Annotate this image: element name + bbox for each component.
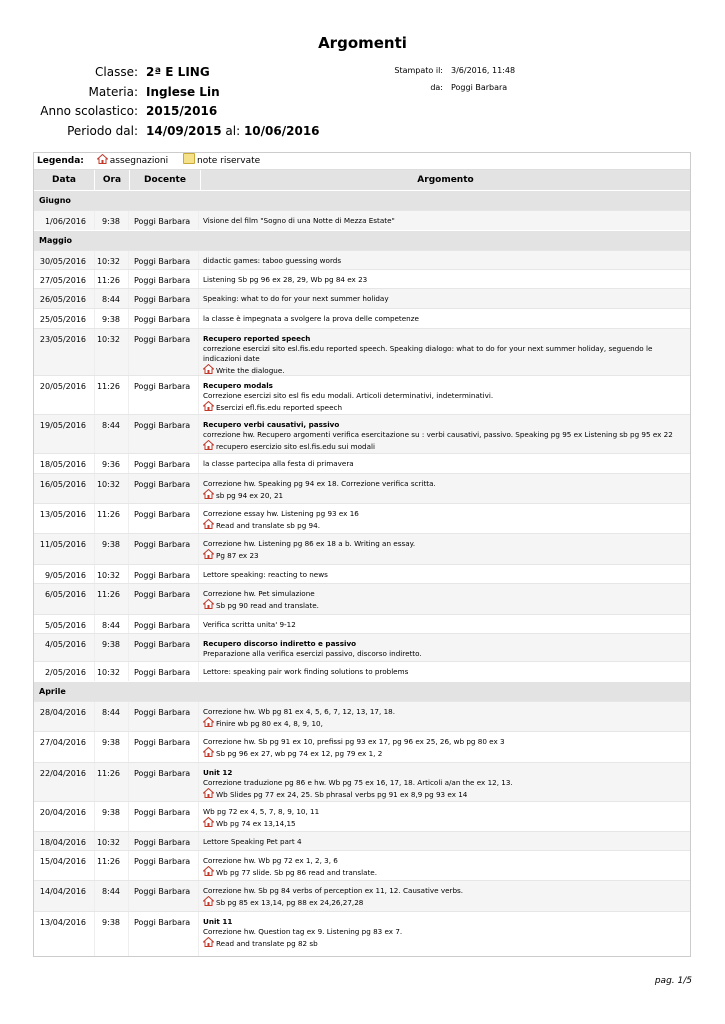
- topic-title: Recupero verbi causativi, passivo: [203, 420, 340, 429]
- row-teacher: Poggi Barbara: [128, 615, 198, 633]
- row-teacher: Poggi Barbara: [128, 634, 198, 661]
- row-time: 11:26: [94, 270, 128, 288]
- topic-line: Correzione hw. Pet simulazione: [203, 589, 315, 598]
- table-row: [34, 831, 690, 850]
- topic-line: Visione del film "Sogno di una Notte di Mezza Estate": [203, 216, 395, 225]
- topic-line: Wb pg 72 ex 4, 5, 7, 8, 9, 10, 11: [203, 807, 320, 816]
- topic-title: Recupero discorso indiretto e passivo: [203, 639, 357, 648]
- topic-line: Lettore speaking: reacting to news: [203, 570, 328, 579]
- row-time: 8:44: [94, 415, 128, 453]
- row-topic: [198, 634, 690, 661]
- topic-line: Listening Sb pg 96 ex 28, 29, Wb pg 84 ex 23: [203, 275, 368, 284]
- table-row: [34, 661, 690, 681]
- row-teacher: Poggi Barbara: [128, 251, 198, 269]
- topic-line: Correzione essay hw. Listening pg 93 ex 16: [203, 509, 359, 518]
- row-topic: [198, 732, 690, 762]
- table-row: [34, 473, 690, 503]
- topic-line: correzione hw. Recupero argomenti verifica esercitazione su : verbi causativi, passivo. Speaking pg 95 ex Listening sb pg 95 ex 22: [203, 430, 673, 439]
- home-icon: [203, 717, 214, 727]
- row-date: 22/04/2016: [39, 769, 86, 778]
- table-row: [34, 453, 690, 473]
- row-time: 11:26: [94, 376, 128, 414]
- row-topic: [198, 615, 690, 633]
- row-time: 9:38: [94, 534, 128, 564]
- row-teacher: Poggi Barbara: [128, 474, 198, 503]
- row-topic: [198, 329, 690, 375]
- row-date: 23/05/2016: [39, 335, 86, 344]
- row-date: 16/05/2016: [39, 480, 86, 489]
- row-date: 26/05/2016: [39, 295, 86, 304]
- assignment: Sb pg 96 ex 27, wb pg 74 ex 12, pg 79 ex 1, 2: [203, 747, 690, 759]
- home-icon: [203, 937, 214, 947]
- topic-line: indicazioni date: [203, 354, 260, 363]
- row-teacher: Poggi Barbara: [128, 802, 198, 831]
- page-title: Argomenti: [318, 34, 407, 52]
- row-topic: [198, 309, 690, 328]
- row-teacher: Poggi Barbara: [128, 504, 198, 533]
- info-materia: Materia: Inglese Lin: [88, 84, 220, 99]
- row-teacher: Poggi Barbara: [128, 732, 198, 762]
- home-icon: [203, 519, 214, 529]
- row-teacher: Poggi Barbara: [128, 376, 198, 414]
- row-topic: [198, 763, 690, 801]
- info-periodo: Periodo dal: 14/09/2015 al: 10/06/2016: [67, 123, 320, 138]
- row-topic: [198, 415, 690, 453]
- row-teacher: Poggi Barbara: [128, 763, 198, 801]
- table-row: [34, 414, 690, 453]
- row-date: 18/05/2016: [39, 460, 86, 469]
- topic-line: Verifica scritta unita' 9-12: [203, 620, 296, 629]
- row-time: 8:44: [94, 289, 128, 308]
- assignment: Read and translate sb pg 94.: [203, 519, 690, 531]
- info-classe: Classe: 2ª E LING: [95, 65, 210, 79]
- table-row: [34, 533, 690, 564]
- table-body: [34, 190, 690, 956]
- assignment: Sb pg 90 read and translate.: [203, 599, 690, 611]
- row-teacher: Poggi Barbara: [128, 211, 198, 230]
- row-teacher: Poggi Barbara: [128, 329, 198, 375]
- row-time: 8:44: [94, 702, 128, 731]
- table-row: [34, 564, 690, 583]
- month-header: Maggio: [34, 230, 690, 250]
- row-time: 10:32: [94, 251, 128, 269]
- assignment: Wb pg 77 slide. Sb pg 86 read and translate.: [203, 866, 690, 878]
- table-row: [34, 911, 690, 956]
- row-date: 5/05/2016: [44, 621, 86, 630]
- topic-line: Correzione hw. Sb pg 91 ex 10, prefissi pg 93 ex 17, pg 96 ex 25, 26, wb pg 80 ex 3: [203, 737, 505, 746]
- row-teacher: Poggi Barbara: [128, 662, 198, 681]
- row-time: 8:44: [94, 615, 128, 633]
- row-teacher: Poggi Barbara: [128, 309, 198, 328]
- report-info: [0, 65, 320, 143]
- row-teacher: Poggi Barbara: [128, 454, 198, 473]
- topic-title: Unit 12: [203, 768, 233, 777]
- topics-table: [33, 152, 691, 957]
- row-date: 13/05/2016: [39, 510, 86, 519]
- row-topic: [198, 211, 690, 230]
- row-topic: [198, 662, 690, 681]
- row-date: 25/05/2016: [39, 315, 86, 324]
- note-icon: [183, 153, 195, 164]
- row-topic: [198, 534, 690, 564]
- table-row: [34, 288, 690, 308]
- topic-line: la classe è impegnata a svolgere la prova delle competenze: [203, 314, 419, 323]
- row-date: 19/05/2016: [39, 421, 86, 430]
- row-teacher: Poggi Barbara: [128, 702, 198, 731]
- table-row: [34, 614, 690, 633]
- row-teacher: Poggi Barbara: [128, 584, 198, 614]
- table-row: [34, 210, 690, 230]
- row-topic: [198, 702, 690, 731]
- topic-line: Correzione hw. Speaking pg 94 ex 18. Correzione verifica scritta.: [203, 479, 436, 488]
- assignment: Pg 87 ex 23: [203, 549, 690, 561]
- topic-line: Correzione hw. Listening pg 86 ex 18 a b. Writing an essay.: [203, 539, 416, 548]
- assignment: Read and translate pg 82 sb: [203, 937, 690, 949]
- row-date: 4/05/2016: [44, 640, 86, 649]
- table-row: [34, 801, 690, 831]
- row-topic: [198, 881, 690, 911]
- row-topic: [198, 832, 690, 850]
- home-icon: [203, 549, 214, 559]
- topic-line: la classe partecipa alla festa di primavera: [203, 459, 354, 468]
- home-icon: [203, 747, 214, 757]
- topic-line: Preparazione alla verifica esercizi passivo, discorso indiretto.: [203, 649, 422, 658]
- topic-line: didactic games: taboo guessing words: [203, 256, 342, 265]
- row-time: 10:32: [94, 474, 128, 503]
- home-icon: [203, 599, 214, 609]
- print-stamp: Stampato il: 3/6/2016, 11:48 da: Poggi Barbara: [394, 66, 516, 92]
- topic-title: Recupero modals: [203, 381, 273, 390]
- assignment: Wb pg 74 ex 13,14,15: [203, 817, 690, 829]
- home-icon: [203, 817, 214, 827]
- row-topic: [198, 504, 690, 533]
- assignment: Write the dialogue.: [203, 364, 690, 376]
- table-row: [34, 375, 690, 414]
- topic-line: Correzione hw. Question tag ex 9. Listening pg 83 ex 7.: [203, 927, 403, 936]
- table-row: [34, 850, 690, 880]
- row-time: 9:38: [94, 634, 128, 661]
- row-date: 2/05/2016: [44, 668, 86, 677]
- row-teacher: Poggi Barbara: [128, 912, 198, 956]
- topic-line: Correzione hw. Wb pg 81 ex 4, 5, 6, 7, 12, 13, 17, 18.: [203, 707, 396, 716]
- table-row: [34, 583, 690, 614]
- row-teacher: Poggi Barbara: [128, 270, 198, 288]
- row-time: 9:38: [94, 309, 128, 328]
- row-date: 15/04/2016: [39, 857, 86, 866]
- row-topic: [198, 474, 690, 503]
- topic-line: Correzione traduzione pg 86 e hw. Wb pg 75 ex 16, 17, 18. Articoli a/an the ex 12, 13.: [203, 778, 513, 787]
- row-teacher: Poggi Barbara: [128, 565, 198, 583]
- row-time: 11:26: [94, 851, 128, 880]
- page-number: pag. 1/5: [654, 976, 692, 986]
- month-header: Aprile: [34, 681, 690, 701]
- row-topic: [198, 251, 690, 269]
- row-topic: [198, 270, 690, 288]
- home-icon: [203, 489, 214, 499]
- row-time: 11:26: [94, 584, 128, 614]
- home-icon: [203, 866, 214, 876]
- table-header: [34, 170, 690, 190]
- row-date: 28/04/2016: [39, 708, 86, 717]
- col-argomento: Argomento: [417, 175, 474, 185]
- row-date: 20/05/2016: [39, 382, 86, 391]
- row-date: 9/05/2016: [44, 571, 86, 580]
- legend: Legenda: assegnazioni note riservate: [34, 153, 690, 170]
- col-data: Data: [34, 170, 95, 190]
- month-header: Giugno: [34, 190, 690, 210]
- table-row: [34, 328, 690, 375]
- row-date: 20/04/2016: [39, 808, 86, 817]
- table-row: [34, 250, 690, 269]
- row-topic: [198, 376, 690, 414]
- row-time: 10:32: [94, 565, 128, 583]
- row-teacher: Poggi Barbara: [128, 832, 198, 850]
- row-date: 1/06/2016: [44, 217, 86, 226]
- topic-line: Speaking: what to do for your next summer holiday: [203, 294, 389, 303]
- info-anno: Anno scolastico: 2015/2016: [40, 104, 218, 118]
- row-time: 9:38: [94, 912, 128, 956]
- home-icon: [203, 364, 214, 374]
- table-row: [34, 701, 690, 731]
- row-time: 10:32: [94, 329, 128, 375]
- topic-line: Correzione hw. Sb pg 84 verbs of perception ex 11, 12. Causative verbs.: [203, 886, 464, 895]
- row-topic: [198, 912, 690, 956]
- row-time: 10:32: [94, 662, 128, 681]
- row-time: 11:26: [94, 504, 128, 533]
- row-time: 9:38: [94, 732, 128, 762]
- col-ora: Ora: [95, 170, 130, 190]
- assignment: sb pg 94 ex 20, 21: [203, 489, 690, 501]
- topic-title: Recupero reported speech: [203, 334, 311, 343]
- row-time: 9:36: [94, 454, 128, 473]
- row-time: 10:32: [94, 832, 128, 850]
- table-row: [34, 731, 690, 762]
- home-icon: [97, 154, 108, 164]
- row-topic: [198, 565, 690, 583]
- home-icon: [203, 788, 214, 798]
- table-row: [34, 762, 690, 801]
- row-topic: [198, 454, 690, 473]
- col-docente: Docente: [130, 170, 201, 190]
- assignment: Wb Slides pg 77 ex 24, 25. Sb phrasal verbs pg 91 ex 8,9 pg 93 ex 14: [203, 788, 690, 800]
- home-icon: [203, 401, 214, 411]
- assignment: Sb pg 85 ex 13,14, pg 88 ex 24,26,27,28: [203, 896, 690, 908]
- table-row: [34, 503, 690, 533]
- assignment: recupero esercizio sito esl.fis.edu sui modali: [203, 440, 690, 452]
- table-row: [34, 269, 690, 288]
- assignment: Esercizi efl.fis.edu reported speech: [203, 401, 690, 413]
- row-topic: [198, 289, 690, 308]
- topic-line: Lettore: speaking pair work finding solutions to problems: [203, 667, 409, 676]
- topic-line: correzione esercizi sito esl.fis.edu reported speech. Speaking dialogo: what to do for your next summer holiday, seguendo le: [203, 344, 653, 353]
- row-teacher: Poggi Barbara: [128, 415, 198, 453]
- row-date: 13/04/2016: [39, 918, 86, 927]
- row-date: 11/05/2016: [39, 540, 86, 549]
- row-time: 8:44: [94, 881, 128, 911]
- row-time: 9:38: [94, 802, 128, 831]
- row-time: 11:26: [94, 763, 128, 801]
- assignment: Finire wb pg 80 ex 4, 8, 9, 10,: [203, 717, 690, 729]
- row-time: 9:38: [94, 211, 128, 230]
- home-icon: [203, 440, 214, 450]
- table-row: [34, 308, 690, 328]
- row-date: 6/05/2016: [44, 590, 86, 599]
- row-teacher: Poggi Barbara: [128, 289, 198, 308]
- row-date: 14/04/2016: [39, 887, 86, 896]
- topic-title: Unit 11: [203, 917, 233, 926]
- table-row: [34, 633, 690, 661]
- table-row: [34, 880, 690, 911]
- row-teacher: Poggi Barbara: [128, 534, 198, 564]
- home-icon: [203, 896, 214, 906]
- row-teacher: Poggi Barbara: [128, 851, 198, 880]
- topic-line: Correzione hw. Wb pg 72 ex 1, 2, 3, 6: [203, 856, 338, 865]
- row-date: 27/04/2016: [39, 738, 86, 747]
- row-topic: [198, 802, 690, 831]
- row-topic: [198, 851, 690, 880]
- topic-line: Lettore Speaking Pet part 4: [203, 837, 302, 846]
- row-teacher: Poggi Barbara: [128, 881, 198, 911]
- row-date: 30/05/2016: [39, 257, 86, 266]
- row-date: 18/04/2016: [39, 838, 86, 847]
- topic-line: Correzione esercizi sito esl fis edu modali. Articoli determinativi, indeterminativi.: [203, 391, 494, 400]
- row-date: 27/05/2016: [39, 276, 86, 285]
- row-topic: [198, 584, 690, 614]
